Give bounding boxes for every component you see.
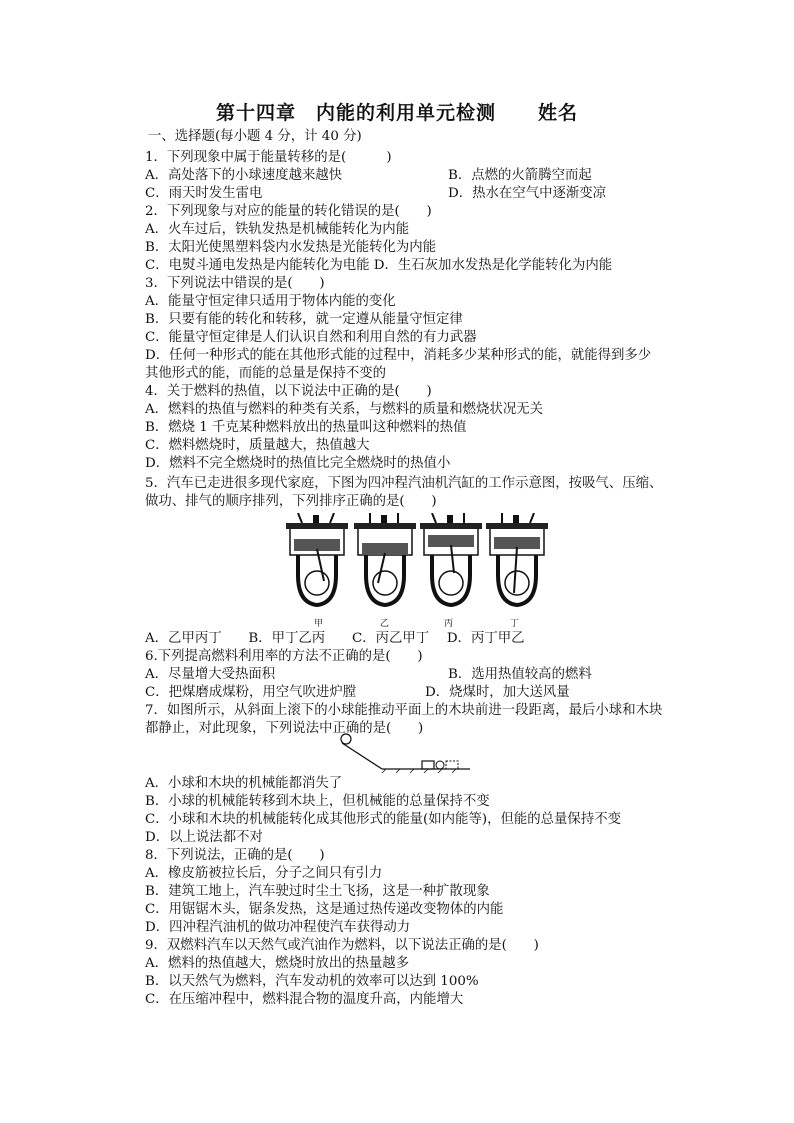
q4-option-d: D．燃料不完全燃烧时的热值比完全燃烧时的热值小 bbox=[145, 456, 451, 471]
q9-option-c: C．在压缩冲程中，燃料混合物的温度升高，内能增大 bbox=[145, 992, 464, 1007]
q1-option-b: B．点燃的火箭腾空而起 bbox=[448, 168, 592, 183]
q8-option-d: D．四冲程汽油机的做功冲程使汽车获得动力 bbox=[145, 920, 411, 935]
title-text: 第十四章 内能的利用单元检测 bbox=[215, 102, 496, 124]
q9-option-a: A．燃料的热值越大，燃烧时放出的热量越多 bbox=[145, 956, 410, 971]
q7-option-c: C．小球和木块的机械能转化成其他形式的能量(如内能等)，但能的总量保持不变 bbox=[145, 812, 621, 827]
figure-label-yi: 乙 bbox=[380, 619, 390, 629]
q1-stem: 1．下列现象中属于能量转移的是( ) bbox=[145, 150, 392, 165]
q8-option-b: B．建筑工地上，汽车驶过时尘土飞扬，这是一种扩散现象 bbox=[145, 884, 490, 899]
figure-label-bing: 丙 bbox=[444, 619, 454, 629]
q6-option-d: D．烧煤时，加大送风量 bbox=[425, 685, 570, 700]
q6-option-c: C．把煤磨成煤粉，用空气吹进炉膛 bbox=[145, 685, 357, 700]
engine-diagram-yi bbox=[354, 513, 416, 605]
q6-stem: 6.下列提高燃料利用率的方法不正确的是( ) bbox=[145, 649, 423, 664]
q3-option-c: C．能量守恒定律是人们认识自然和利用自然的有力武器 bbox=[145, 330, 477, 345]
q5-stem-cont: 做功、排气的顺序排列，下列排序正确的是( ) bbox=[145, 494, 437, 509]
q8-option-a: A．橡皮筋被拉长后，分子之间只有引力 bbox=[145, 866, 383, 881]
q3-option-d: D．任何一种形式的能在其他形式能的过程中，消耗多少某种形式的能，就能得到多少 bbox=[145, 348, 652, 363]
engine-diagram-jia bbox=[286, 513, 348, 605]
q5-stem: 5．汽车已走进很多现代家庭，下图为四冲程汽油机汽缸的工作示意图，按吸气、压缩、 bbox=[145, 476, 663, 491]
q4-stem: 4．关于燃料的热值，以下说法中正确的是( ) bbox=[145, 384, 432, 399]
q8-option-c: C．用锯锯木头，锯条发热，这是通过热传递改变物体的内能 bbox=[145, 902, 504, 917]
q3-option-a: A．能量守恒定律只适用于物体内能的变化 bbox=[145, 294, 396, 309]
q2-stem: 2．下列现象与对应的能量的转化错误的是( ) bbox=[145, 204, 432, 219]
q3-stem: 3．下列说法中错误的是( ) bbox=[145, 276, 325, 291]
q2-option-cd: C．电熨斗通电发热是内能转化为电能 D．生石灰加水发热是化学能转化为内能 bbox=[145, 258, 613, 273]
q7-option-d: D．以上说法都不对 bbox=[145, 830, 263, 845]
engine-diagram-ding bbox=[486, 513, 548, 605]
q3-option-b: B．只要有能的转化和转移，就一定遵从能量守恒定律 bbox=[145, 312, 463, 327]
q1-option-a: A．高处落下的小球速度越来越快 bbox=[145, 168, 343, 183]
q5-options: A．乙甲丙丁 B．甲丁乙丙 C．丙乙甲丁 D．丙丁甲乙 bbox=[145, 631, 525, 646]
q4-option-b: B．燃烧 1 千克某种燃料放出的热量叫这种燃料的热值 bbox=[145, 420, 467, 435]
q2-option-b: B．太阳光使黑塑料袋内水发热是光能转化为内能 bbox=[145, 240, 437, 255]
q1-option-d: D．热水在空气中逐渐变凉 bbox=[448, 186, 607, 201]
q7-option-b: B．小球的机械能转移到木块上，但机械能的总量保持不变 bbox=[145, 794, 490, 809]
q4-option-a: A．燃料的热值与燃料的种类有关系，与燃料的质量和燃烧状况无关 bbox=[145, 402, 543, 417]
q7-option-a: A．小球和木块的机械能都消失了 bbox=[145, 776, 343, 791]
engine-stroke-figure bbox=[284, 513, 554, 633]
q8-stem: 8．下列说法，正确的是( ) bbox=[145, 848, 325, 863]
section-heading: 一、选择题(每小题 4 分，计 40 分) bbox=[148, 129, 362, 144]
q9-stem: 9．双燃料汽车以天然气或汽油作为燃料，以下说法正确的是( ) bbox=[145, 938, 539, 953]
q4-option-c: C．燃料燃烧时，质量越大，热值越大 bbox=[145, 438, 370, 453]
figure-label-ding: 丁 bbox=[510, 619, 520, 629]
engine-diagram-bing bbox=[420, 513, 482, 605]
incline-figure bbox=[340, 733, 475, 773]
q7-stem: 7．如图所示，从斜面上滚下的小球能推动平面上的木块前进一段距离，最后小球和木块 bbox=[145, 703, 663, 718]
q2-option-a: A．火车过后，铁轨发热是机械能转化为内能 bbox=[145, 222, 410, 237]
q9-option-b: B．以天然气为燃料，汽车发动机的效率可以达到 100% bbox=[145, 974, 479, 989]
q6-option-a: A．尽量增大受热面积 bbox=[145, 667, 276, 682]
q3-option-d-cont: 其他形式的能，而能的总量是保持不变的 bbox=[145, 366, 387, 381]
name-label: 姓名 bbox=[538, 102, 579, 124]
figure-label-jia: 甲 bbox=[314, 619, 324, 629]
page-title bbox=[0, 98, 794, 125]
q6-option-b: B．选用热值较高的燃料 bbox=[448, 667, 592, 682]
q1-option-c: C．雨天时发生雷电 bbox=[145, 186, 263, 201]
q7-stem-cont: 都静止，对此现象，下列说法中正确的是( ) bbox=[145, 721, 424, 736]
